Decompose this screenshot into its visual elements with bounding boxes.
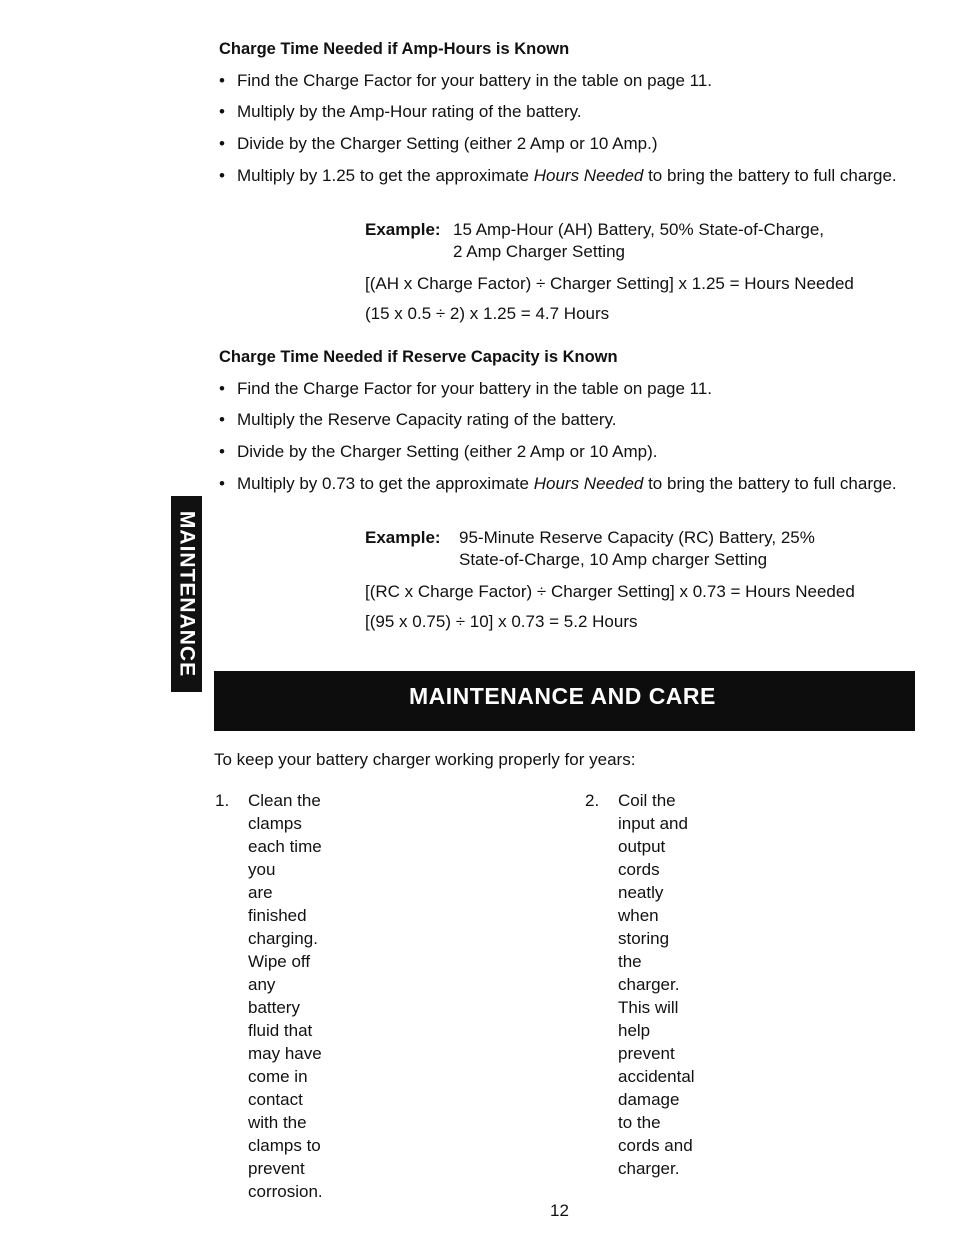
example-formula: [(AH x Charge Factor) ÷ Charger Setting] x 1.25 = Hours Needed bbox=[365, 274, 854, 293]
example-calculation: (15 x 0.5 ÷ 2) x 1.25 = 4.7 Hours bbox=[365, 304, 610, 323]
bullet-icon: • bbox=[219, 134, 225, 153]
item-text: Coil the input and output cords neatly when storing the charger. This will help prevent accidental damage to the cords and charger. bbox=[618, 791, 695, 1178]
banner-title: MAINTENANCE AND CARE bbox=[409, 683, 716, 709]
emphasis-text: Hours Needed bbox=[533, 166, 644, 185]
example-text: 2 Amp Charger Setting bbox=[453, 242, 625, 261]
section-heading: Charge Time Needed if Reserve Capacity is Known bbox=[219, 348, 618, 366]
emphasis-text: Hours Needed bbox=[533, 474, 644, 493]
bullet-icon: • bbox=[219, 410, 225, 429]
side-tab-maintenance bbox=[171, 496, 202, 692]
example-label: Example: bbox=[365, 528, 441, 547]
bullet-icon: • bbox=[219, 474, 225, 493]
bullet-icon: • bbox=[219, 379, 225, 398]
item-number: 2. bbox=[585, 791, 600, 810]
item-text: Clean the clamps each time you are finished charging. Wipe off any battery fluid that may have come in contact with the clamps to prevent corrosion. bbox=[248, 791, 323, 1201]
bullet-icon: • bbox=[219, 102, 225, 121]
section-heading: Charge Time Needed if Amp-Hours is Known bbox=[219, 40, 570, 58]
section-banner bbox=[214, 671, 915, 731]
example-text: 15 Amp-Hour (AH) Battery, 50% State-of-Charge, bbox=[453, 220, 825, 239]
example-label: Example: bbox=[365, 220, 441, 239]
example-formula: [(RC x Charge Factor) ÷ Charger Setting] x 0.73 = Hours Needed bbox=[365, 582, 855, 601]
bullet-icon: • bbox=[219, 71, 225, 90]
intro-text: To keep your battery charger working properly for years: bbox=[214, 750, 636, 769]
example-calculation: [(95 x 0.75) ÷ 10] x 0.73 = 5.2 Hours bbox=[365, 612, 638, 631]
example-text: 95-Minute Reserve Capacity (RC) Battery, 25% bbox=[459, 528, 815, 547]
example-text: State-of-Charge, 10 Amp charger Setting bbox=[459, 550, 768, 569]
item-number: 1. bbox=[215, 791, 230, 810]
bullet-icon: • bbox=[219, 166, 225, 185]
bullet-icon: • bbox=[219, 442, 225, 461]
side-tab-label: MAINTENANCE bbox=[175, 510, 198, 678]
page-number: 12 bbox=[550, 1201, 569, 1220]
